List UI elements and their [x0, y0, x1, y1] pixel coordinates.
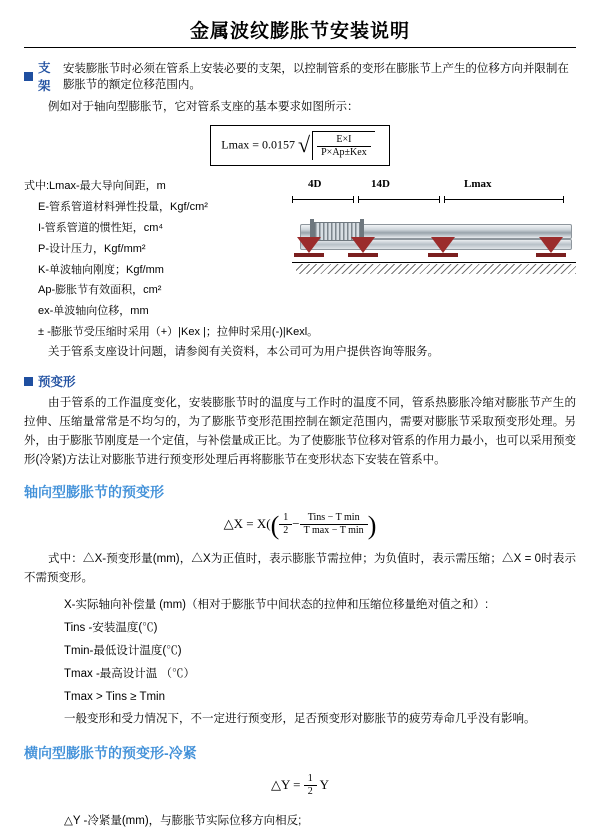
legend-line: 式中:Lmax-最大导向间距，m — [24, 179, 166, 192]
sqrt-icon: √ — [298, 132, 311, 158]
subheading-axial: 轴向型膨胀节的预变形 — [24, 483, 164, 500]
axial-item: Tins -安装温度(℃) — [64, 621, 158, 634]
legend-line: P-设计压力，Kgf/mm² — [38, 242, 146, 255]
formula-lateral-lhs: △Y = — [271, 776, 301, 792]
section-heading-predeform-label: 预变形 — [38, 375, 76, 390]
section-lateral-note: △Y -冷紧量(mm)，与膨胀节实际位移方向相反; — [64, 814, 302, 827]
legend-line: Ap-膨胀节有效面积，cm² — [38, 284, 162, 297]
formula-lmax-radicand — [312, 131, 375, 160]
section-support-para1: 安装膨胀节时必须在管系上安装必要的支架，以控制管系的变形在膨胀节上产生的位移方向并限制在膨胀节的额定位移范围内。 — [62, 63, 569, 91]
formula-axial-close-paren: ) — [367, 510, 377, 540]
axial-item: Tmin-最低设计温度(℃) — [64, 644, 182, 657]
formula-lmax-fraction — [317, 134, 371, 160]
section-axial-explain: 式中：△X-预变形量(mm)，△X为正值时，表示膨胀节需拉伸；为负值时，表示需压缩；△X = 0时表示不需预变形。 — [24, 552, 576, 584]
support-anchor-3 — [428, 237, 458, 259]
legend-line: K-单波轴向刚度；Kgf/mm — [38, 263, 164, 276]
formula-lateral-half-den: 2 — [307, 786, 313, 798]
formula-lateral-half-num: 1 — [304, 773, 317, 787]
formula-lmax — [24, 125, 576, 166]
figure-label-14d: 14D — [371, 177, 390, 190]
formula-lmax-box — [210, 125, 389, 166]
support-anchor-1 — [294, 237, 324, 259]
formula-axial-temp-den: T max − T min — [303, 525, 364, 537]
legend-and-figure — [24, 176, 576, 343]
ground-hatching — [296, 264, 576, 274]
formula-lateral-rhs: Y — [319, 776, 329, 792]
legend-line: E-管系管道材料弹性投量，Kgf/cm² — [38, 200, 208, 213]
section-predeform-para: 由于管系的工作温度变化，安装膨胀节时的温度与工作时的温度不同，管系热膨胀冷缩对膨胀节产生的拉伸、压缩量常常是不均匀的，为了膨胀节变形范围控制在额定范围内，需要对膨胀节采取预变形处理。另外，由于膨胀节刚度是一个定值，与补偿量成正比。为了使膨胀节位移对管系的作用力最小，也可以采用预变形(冷紧)方法让对膨胀节进行预变形处理后再将膨胀节在变形状态下安装在管系中。 — [24, 397, 576, 466]
section-support-para2: 例如对于轴向型膨胀节，它对管系支座的基本要求如图所示： — [48, 101, 359, 113]
support-anchor-4 — [536, 237, 566, 259]
legend-line: ± -膨胀节受压缩时采用（+）|Kex |；拉伸时采用(-)|Kexl。 — [38, 326, 319, 339]
figure-dimension-labels — [286, 178, 576, 194]
dimension-line-4d — [292, 199, 354, 200]
section-heading-predeform — [24, 372, 576, 390]
section-axial-note: 一般变形和受力情况下，不一定进行预变形，足否预变形对膨胀节的疲劳寿命几乎没有影响。 — [64, 712, 536, 725]
ground-line — [292, 262, 576, 263]
formula-axial-half-num: 1 — [279, 512, 292, 526]
support-anchor-2 — [348, 237, 378, 259]
figure-drawing — [286, 206, 576, 280]
dimension-line-lmax — [444, 199, 564, 200]
formula-lmax-numerator: E×I — [317, 134, 371, 148]
formula-axial-temp-fraction — [300, 512, 368, 538]
figure-label-4d: 4D — [308, 177, 322, 190]
axial-item: Tmax -最高设计温 （℃） — [64, 667, 195, 680]
formula-lmax-denominator: P×Ap±Kex — [321, 147, 367, 159]
figure-dimension-lines — [286, 194, 576, 206]
formula-lmax-lhs: Lmax = 0.0157 — [221, 137, 296, 152]
subheading-lateral: 横向型膨胀节的预变形-冷紧 — [24, 744, 197, 761]
formula-axial-half-den: 2 — [283, 525, 289, 537]
formula-axial-temp-num: Tins − T min — [300, 512, 368, 526]
formula-axial-lhs: △X = X( — [223, 515, 271, 531]
section-heading-support-label: 支架 — [38, 61, 51, 93]
formula-axial-half — [279, 512, 292, 538]
legend-line: I-管系管道的惯性矩，cm⁴ — [38, 221, 164, 234]
formula-axial-predeform — [24, 512, 576, 538]
bullet-square-icon — [24, 377, 33, 386]
axial-item: Tmax > Tins ≥ Tmin — [64, 690, 165, 703]
section-axial-items — [24, 594, 576, 709]
formula-axial-open-paren: ( — [270, 510, 280, 540]
title-divider — [24, 47, 576, 48]
figure-label-lmax: Lmax — [464, 177, 492, 190]
section-heading-support — [24, 58, 576, 94]
formula-axial-minus: − — [292, 515, 300, 531]
formula-lateral-half — [304, 773, 317, 799]
closing-note: 关于管系支座设计问题，请参阅有关资料，本公司可为用户提供咨询等服务。 — [48, 346, 439, 359]
legend-line: ex-单波轴向位移，mm — [38, 305, 149, 318]
dimension-line-14d — [358, 199, 440, 200]
page-title: 金属波纹膨胀节安装说明 — [189, 21, 410, 42]
formula-lateral-coldpull — [24, 773, 576, 799]
axial-item: X-实际轴向补偿量 (mm)（相对于膨胀节中间状态的拉伸和压缩位移量绝对值之和）: — [64, 598, 489, 611]
piping-support-diagram — [286, 178, 576, 280]
bullet-square-icon — [24, 72, 33, 81]
